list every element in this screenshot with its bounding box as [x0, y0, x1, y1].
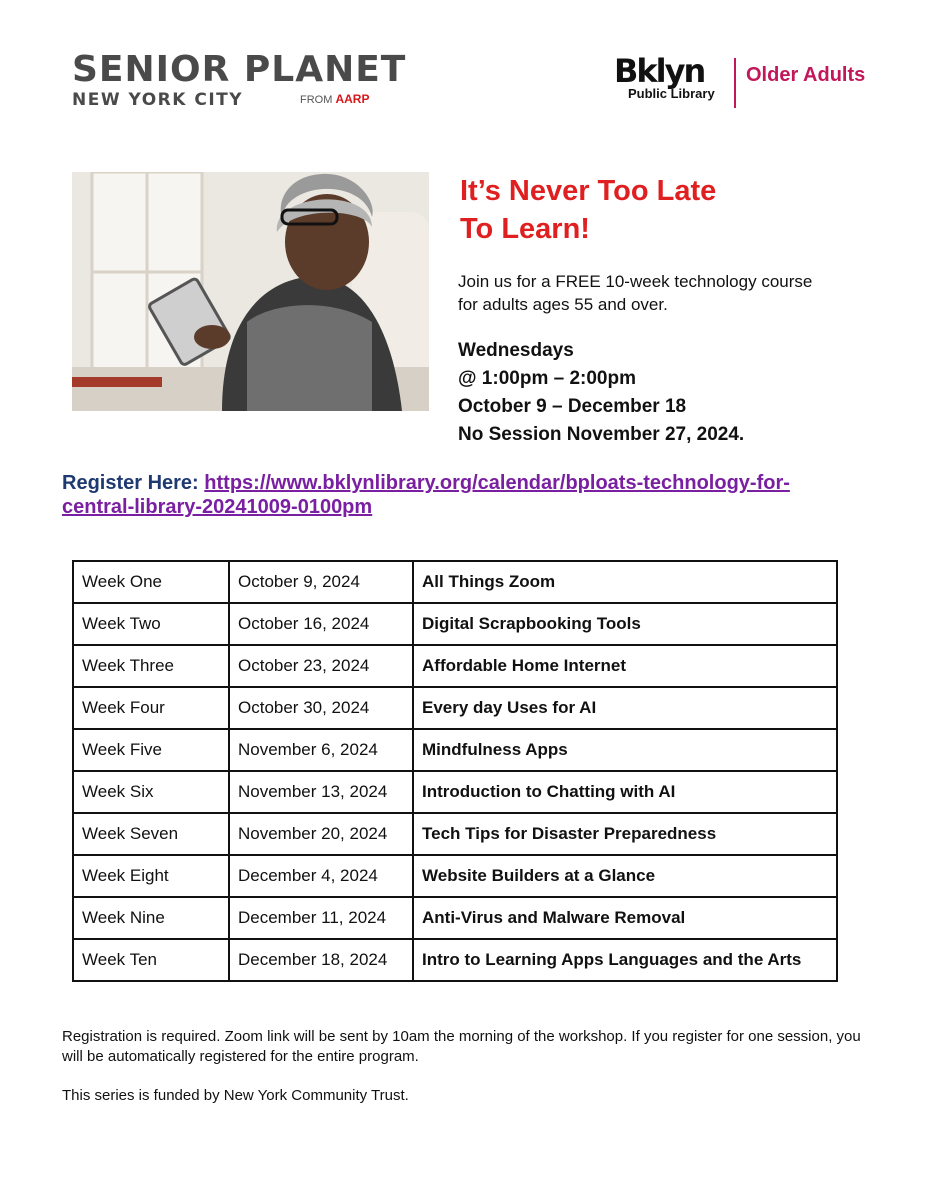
- bklyn-library-logo: [614, 52, 715, 101]
- hero-photo: [72, 172, 429, 411]
- table-row: [73, 687, 837, 729]
- week-cell: Week Five: [73, 729, 229, 771]
- woman-with-tablet-illustration: [72, 172, 429, 411]
- table-row: [73, 813, 837, 855]
- week-cell: Week Nine: [73, 897, 229, 939]
- topic-cell: Tech Tips for Disaster Preparedness: [413, 813, 837, 855]
- date-cell: October 9, 2024: [229, 561, 413, 603]
- register-link-continued[interactable]: central-library-20241009-0100pm: [62, 496, 373, 518]
- schedule-day: Wednesdays: [458, 340, 574, 361]
- topic-cell: Every day Uses for AI: [413, 687, 837, 729]
- bklyn-wordmark: Bklyn: [614, 52, 705, 90]
- date-cell: November 6, 2024: [229, 729, 413, 771]
- week-cell: Week Seven: [73, 813, 229, 855]
- bklyn-subtitle: Public Library: [628, 86, 715, 101]
- topic-cell: Introduction to Chatting with AI: [413, 771, 837, 813]
- topic-cell: All Things Zoom: [413, 561, 837, 603]
- table-row: [73, 939, 837, 981]
- week-cell: Week Two: [73, 603, 229, 645]
- table-row: [73, 603, 837, 645]
- senior-planet-subtitle: NEW YORK CITY: [72, 90, 244, 110]
- table-row: [73, 729, 837, 771]
- week-cell: Week Three: [73, 645, 229, 687]
- weekly-schedule-table: [72, 560, 838, 982]
- date-cell: November 13, 2024: [229, 771, 413, 813]
- from-aarp: [300, 92, 369, 106]
- date-cell: December 11, 2024: [229, 897, 413, 939]
- table-row: [73, 855, 837, 897]
- headline-line-1: It’s Never Too Late: [460, 175, 717, 207]
- date-cell: December 18, 2024: [229, 939, 413, 981]
- date-cell: October 16, 2024: [229, 603, 413, 645]
- registration-note: Registration is required. Zoom link will be sent by 10am the morning of the workshop. If you register for one session, you will be automatically registered for the entire program.: [62, 1028, 861, 1065]
- weekly-schedule-body: [73, 561, 837, 981]
- page-title: [460, 172, 716, 248]
- date-cell: October 23, 2024: [229, 645, 413, 687]
- headline-line-2: To Learn!: [460, 213, 590, 245]
- aarp-logo: AARP: [335, 92, 370, 106]
- funding-note: This series is funded by New York Community Trust.: [62, 1087, 409, 1104]
- senior-planet-logo: [72, 49, 407, 110]
- schedule-dates: October 9 – December 18: [458, 396, 687, 417]
- topic-cell: Digital Scrapbooking Tools: [413, 603, 837, 645]
- schedule-exception: No Session November 27, 2024.: [458, 424, 745, 445]
- week-cell: Week Four: [73, 687, 229, 729]
- table-row: [73, 897, 837, 939]
- date-cell: October 30, 2024: [229, 687, 413, 729]
- schedule-time: @ 1:00pm – 2:00pm: [458, 368, 636, 389]
- intro-line-1: Join us for a FREE 10-week technology course: [458, 272, 813, 291]
- topic-cell: Mindfulness Apps: [413, 729, 837, 771]
- senior-planet-title: SENIOR PLANET: [72, 49, 407, 90]
- table-row: [73, 771, 837, 813]
- schedule-block: [458, 337, 744, 449]
- week-cell: Week Six: [73, 771, 229, 813]
- week-cell: Week One: [73, 561, 229, 603]
- table-row: [73, 561, 837, 603]
- register-section: [62, 471, 790, 519]
- date-cell: December 4, 2024: [229, 855, 413, 897]
- logo-divider: [734, 58, 736, 108]
- older-adults-label: Older Adults: [746, 64, 866, 86]
- topic-cell: Anti-Virus and Malware Removal: [413, 897, 837, 939]
- topic-cell: Intro to Learning Apps Languages and the Arts: [413, 939, 837, 981]
- week-cell: Week Ten: [73, 939, 229, 981]
- topic-cell: Website Builders at a Glance: [413, 855, 837, 897]
- table-row: [73, 645, 837, 687]
- intro-text: [458, 270, 812, 316]
- intro-line-2: for adults ages 55 and over.: [458, 295, 668, 314]
- register-link[interactable]: https://www.bklynlibrary.org/calendar/bploats-technology-for-: [204, 472, 790, 494]
- date-cell: November 20, 2024: [229, 813, 413, 855]
- topic-cell: Affordable Home Internet: [413, 645, 837, 687]
- from-label: FROM: [300, 94, 333, 106]
- week-cell: Week Eight: [73, 855, 229, 897]
- register-label: Register Here:: [62, 472, 199, 494]
